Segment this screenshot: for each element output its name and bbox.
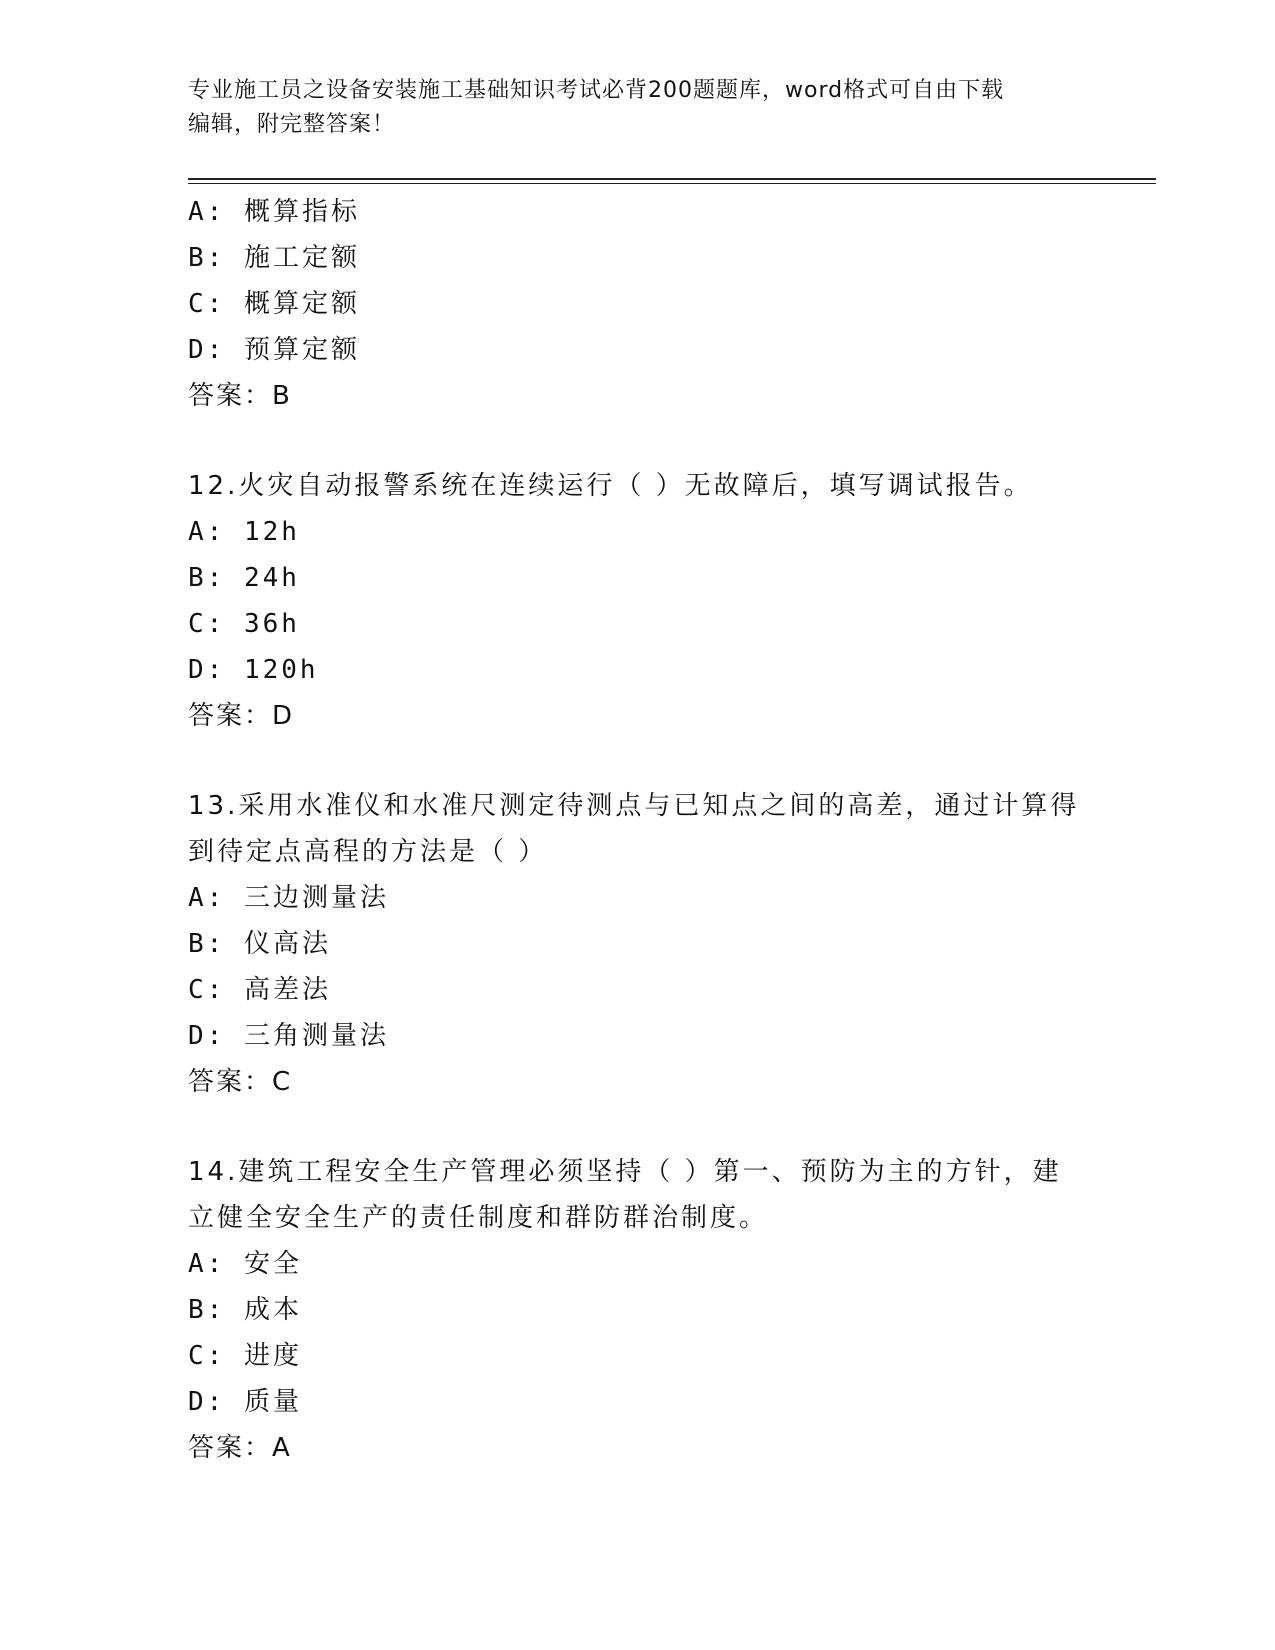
option-b: B: 成本 xyxy=(188,1295,302,1325)
question-stem-line-2: 到待定点高程的方法是（ ） xyxy=(188,837,548,867)
option-b: B: 仪高法 xyxy=(188,929,331,959)
question-13 xyxy=(188,783,1088,1105)
question-stem-line-1: 14.建筑工程安全生产管理必须坚持（ ）第一、预防为主的方针，建 xyxy=(188,1157,1062,1187)
question-14 xyxy=(188,1149,1088,1471)
option-a: A: 概算指标 xyxy=(188,197,360,227)
option-d: D: 预算定额 xyxy=(188,335,360,365)
question-spacer xyxy=(188,1105,1088,1149)
header-line-1: 专业施工员之设备安装施工基础知识考试必背200题题库，word格式可自由下载 xyxy=(188,78,1005,103)
option-d: D: 质量 xyxy=(188,1387,302,1417)
option-b: B: 24h xyxy=(188,563,300,593)
option-d: D: 120h xyxy=(188,655,319,685)
option-d: D: 三角测量法 xyxy=(188,1021,389,1051)
header-divider-thin xyxy=(188,183,1156,184)
option-c: C: 36h xyxy=(188,609,300,639)
question-spacer xyxy=(188,419,1088,463)
option-a: A: 安全 xyxy=(188,1249,302,1279)
option-a: A: 12h xyxy=(188,517,300,547)
option-a: A: 三边测量法 xyxy=(188,883,389,913)
option-c: C: 进度 xyxy=(188,1341,302,1371)
questions-content xyxy=(188,189,1088,1471)
option-c: C: 概算定额 xyxy=(188,289,360,319)
answer-line: 答案：A xyxy=(188,1433,292,1463)
question-stem: 12.火灾自动报警系统在连续运行（ ）无故障后，填写调试报告。 xyxy=(188,471,1033,501)
header-line-2: 编辑，附完整答案！ xyxy=(188,112,396,137)
answer-line: 答案：C xyxy=(188,1067,293,1097)
question-11 xyxy=(188,189,1088,419)
answer-line: 答案：B xyxy=(188,381,292,411)
document-header xyxy=(188,74,1088,142)
option-c: C: 高差法 xyxy=(188,975,331,1005)
question-spacer xyxy=(188,739,1088,783)
question-stem-line-1: 13.采用水准仪和水准尺测定待测点与已知点之间的高差，通过计算得 xyxy=(188,791,1080,821)
answer-line: 答案：D xyxy=(188,701,295,731)
question-stem-line-2: 立健全安全生产的责任制度和群防群治制度。 xyxy=(188,1203,769,1233)
header-divider-thick xyxy=(188,178,1156,180)
option-b: B: 施工定额 xyxy=(188,243,360,273)
question-12 xyxy=(188,463,1088,739)
